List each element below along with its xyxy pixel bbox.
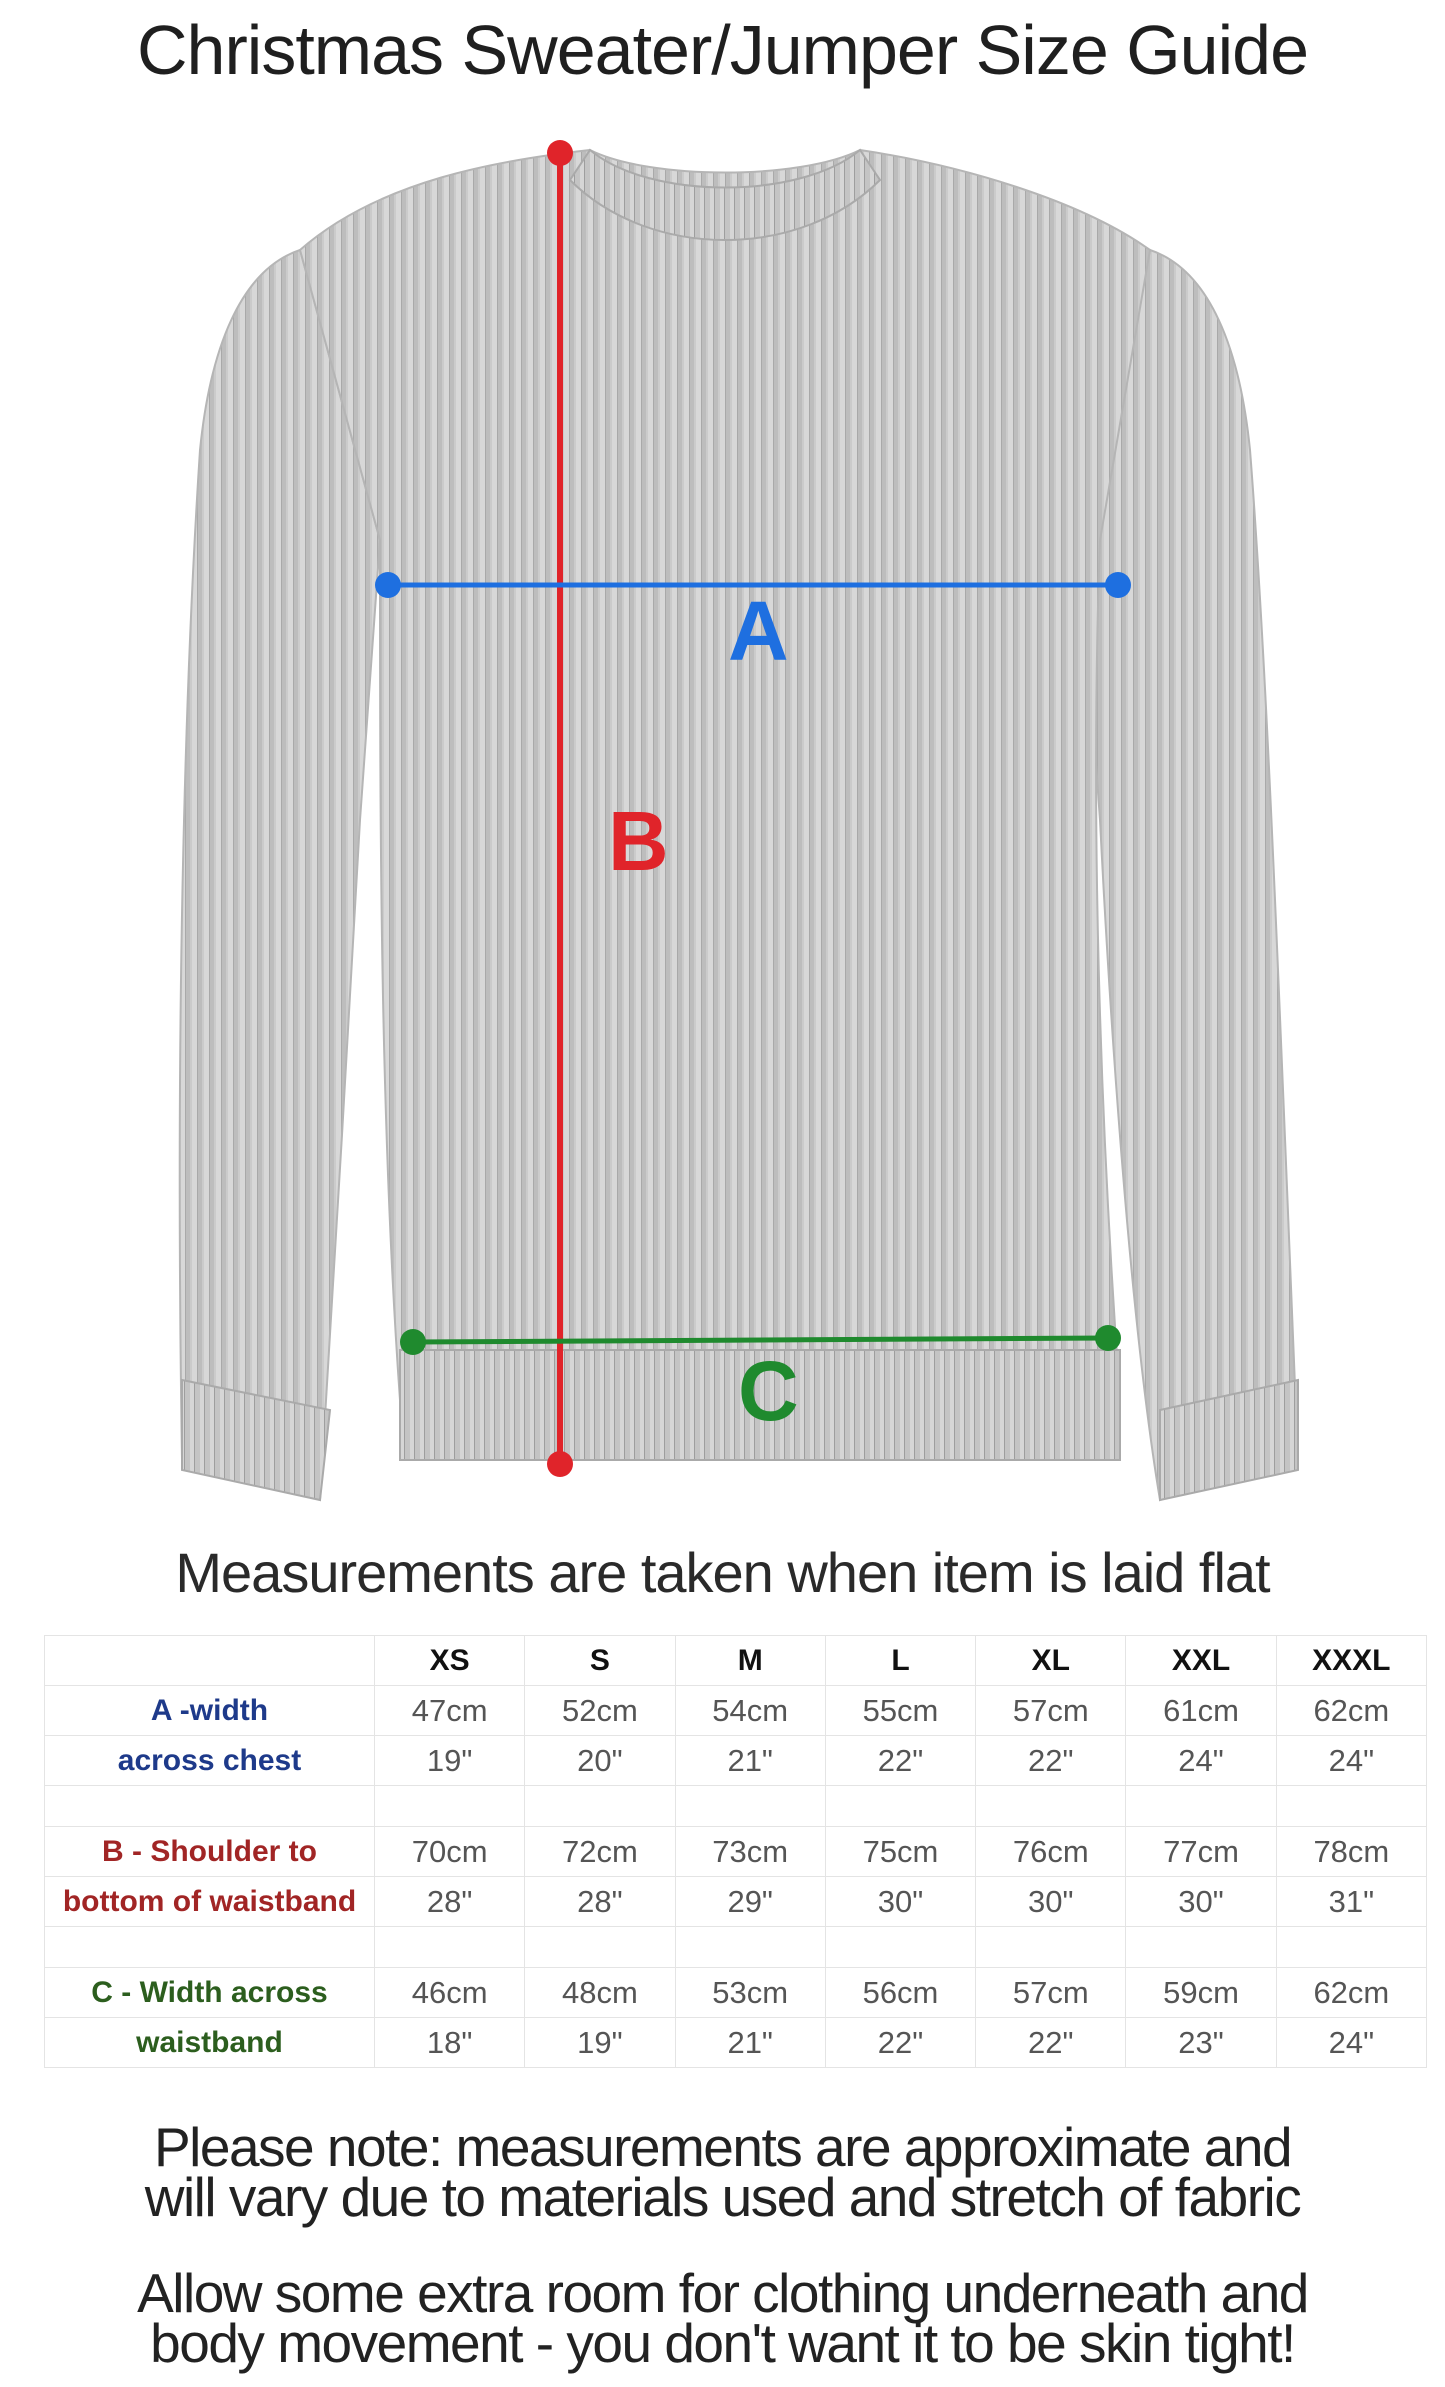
size-header: L (825, 1636, 975, 1686)
cm-value: 54cm (675, 1686, 825, 1736)
page-title: Christmas Sweater/Jumper Size Guide (137, 11, 1308, 89)
spacer-row (45, 1786, 1427, 1827)
size-header: XL (976, 1636, 1126, 1686)
measure-dot-a-left (375, 572, 401, 598)
cm-value: 57cm (976, 1968, 1126, 2018)
cm-value: 53cm (675, 1968, 825, 2018)
inch-value: 22" (825, 1736, 975, 1786)
size-header: S (525, 1636, 675, 1686)
cm-value: 57cm (976, 1686, 1126, 1736)
cm-value: 70cm (375, 1827, 525, 1877)
cm-value: 48cm (525, 1968, 675, 2018)
table-row (45, 1877, 1427, 1927)
inch-value: 18" (375, 2018, 525, 2068)
cm-value: 55cm (825, 1686, 975, 1736)
inch-value: 24" (1126, 1736, 1276, 1786)
row-label: C - Width across (45, 1968, 375, 2018)
cm-value: 56cm (825, 1968, 975, 2018)
cm-value: 78cm (1276, 1827, 1426, 1877)
size-header: XXL (1126, 1636, 1276, 1686)
cm-value: 73cm (675, 1827, 825, 1877)
cm-value: 75cm (825, 1827, 975, 1877)
measurement-note: Measurements are taken when item is laid flat (175, 1541, 1270, 1604)
table-row (45, 2018, 1427, 2068)
inch-value: 24" (1276, 1736, 1426, 1786)
sweater-diagram (0, 120, 1445, 1520)
row-label: A -width (45, 1686, 375, 1736)
inch-value: 19" (525, 2018, 675, 2068)
inch-value: 30" (976, 1877, 1126, 1927)
inch-value: 24" (1276, 2018, 1426, 2068)
inch-value: 29" (675, 1877, 825, 1927)
inch-value: 22" (976, 1736, 1126, 1786)
cm-value: 77cm (1126, 1827, 1276, 1877)
inch-value: 23" (1126, 2018, 1276, 2068)
inch-value: 21" (675, 2018, 825, 2068)
inch-value: 28" (375, 1877, 525, 1927)
approximate-note-line: Please note: measurements are approximate and (153, 2116, 1292, 2178)
cm-value: 61cm (1126, 1686, 1276, 1736)
inch-value: 30" (1126, 1877, 1276, 1927)
inch-value: 19" (375, 1736, 525, 1786)
measure-dot-c-left (400, 1329, 426, 1355)
measure-dot-b-bottom (547, 1451, 573, 1477)
table-row (45, 1736, 1427, 1786)
row-label: across chest (45, 1736, 375, 1786)
label-c: C (738, 1344, 799, 1438)
cm-value: 76cm (976, 1827, 1126, 1877)
spacer-row (45, 1927, 1427, 1968)
inch-value: 21" (675, 1736, 825, 1786)
measure-dot-a-right (1105, 572, 1131, 598)
inch-value: 31" (1276, 1877, 1426, 1927)
size-header: XS (375, 1636, 525, 1686)
cm-value: 47cm (375, 1686, 525, 1736)
cm-value: 72cm (525, 1827, 675, 1877)
size-header: M (675, 1636, 825, 1686)
extra-room-note-line: body movement - you don't want it to be skin tight! (150, 2312, 1295, 2374)
table-row (45, 1686, 1427, 1736)
inch-value: 22" (825, 2018, 975, 2068)
inch-value: 20" (525, 1736, 675, 1786)
label-b: B (608, 794, 669, 888)
cm-value: 59cm (1126, 1968, 1276, 2018)
inch-value: 28" (525, 1877, 675, 1927)
measure-dot-c-right (1095, 1325, 1121, 1351)
table-row (45, 1968, 1427, 2018)
cm-value: 62cm (1276, 1968, 1426, 2018)
cm-value: 52cm (525, 1686, 675, 1736)
header-empty (45, 1636, 375, 1686)
row-label: B - Shoulder to (45, 1827, 375, 1877)
size-header: XXXL (1276, 1636, 1426, 1686)
table-row (45, 1827, 1427, 1877)
extra-room-note (0, 2262, 1445, 2374)
inch-value: 30" (825, 1877, 975, 1927)
size-table (44, 1635, 1427, 2068)
sweater-body (300, 150, 1150, 1460)
extra-room-note-line: Allow some extra room for clothing underneath and (137, 2262, 1308, 2324)
label-a: A (728, 584, 789, 678)
cm-value: 46cm (375, 1968, 525, 2018)
inch-value: 22" (976, 2018, 1126, 2068)
size-header-row (45, 1636, 1427, 1686)
row-label: bottom of waistband (45, 1877, 375, 1927)
left-sleeve (180, 250, 380, 1500)
approximate-note-line: will vary due to materials used and stretch of fabric (144, 2166, 1301, 2228)
cm-value: 62cm (1276, 1686, 1426, 1736)
measure-dot-b-top (547, 140, 573, 166)
approximate-note (0, 2116, 1445, 2228)
row-label: waistband (45, 2018, 375, 2068)
